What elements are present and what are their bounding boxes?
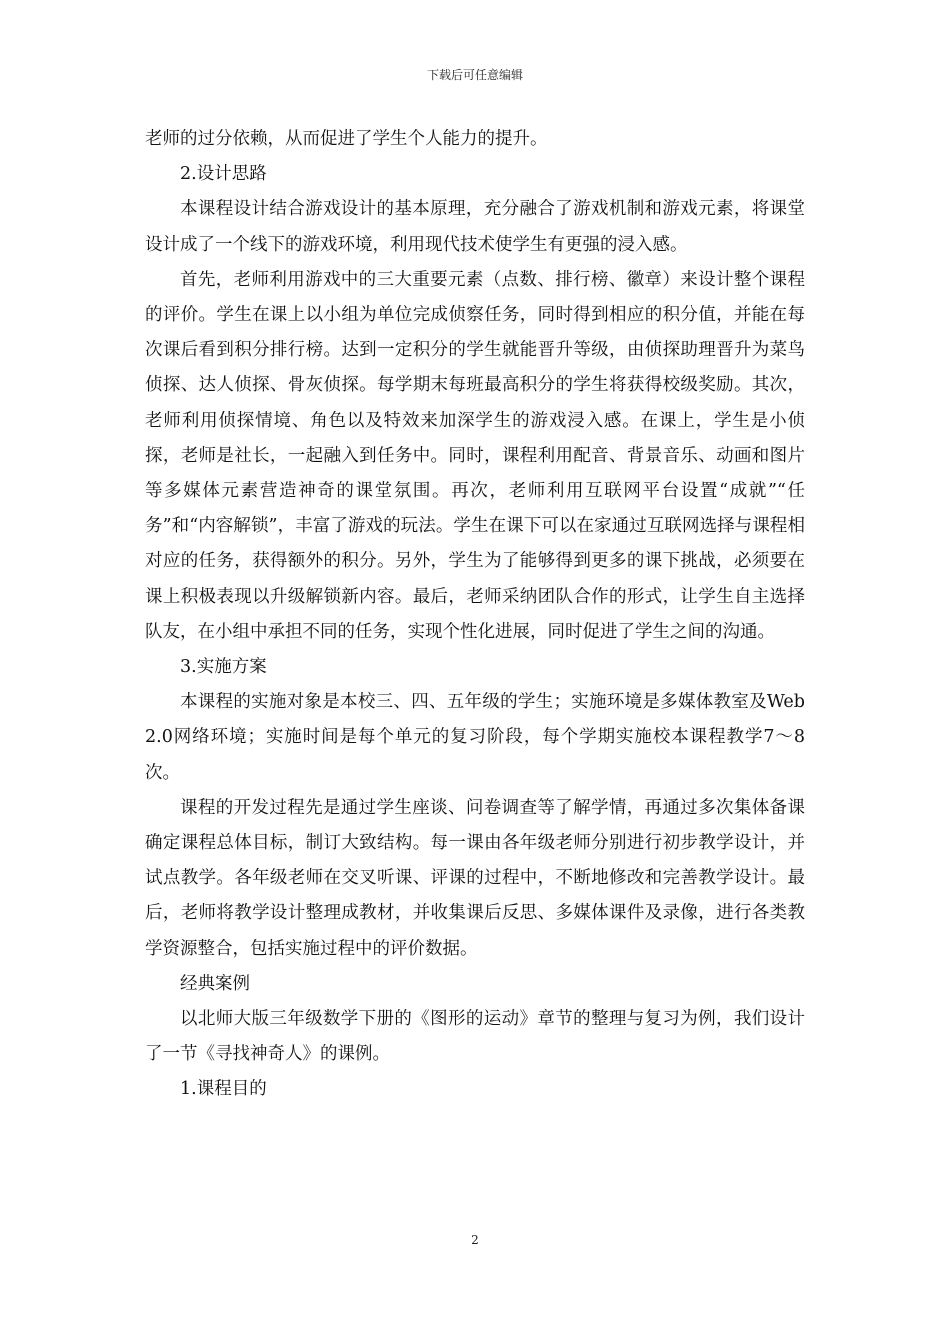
document-body	[145, 122, 805, 1108]
paragraph-design-overview: 本课程设计结合游戏设计的基本原理，充分融合了游戏机制和游戏元素，将课堂设计成了一个线下的游戏环境，利用现代技术使学生有更强的浸入感。	[145, 199, 805, 255]
section-heading-design-idea: 2.设计思路	[180, 164, 267, 185]
paragraph-design-details: 首先，老师利用游戏中的三大重要元素（点数、排行榜、徽章）来设计整个课程的评价。学生在课上以小组为单位完成侦察任务，同时得到相应的积分值，并能在每次课后看到积分排行榜。达到一定积分的学生就能晋升等级，由侦探助理晋升为菜鸟侦探、达人侦探、骨灰侦探。每学期末每班最高积分的学生将获得校级奖励。其次，老师利用侦探情境、角色以及特效来加深学生的游戏浸入感。在课上，学生是小侦探，老师是社长，一起融入到任务中。同时，课程利用配音、背景音乐、动画和图片等多媒体元素营造神奇的课堂氛围。再次，老师利用互联网平台设置“成就”“任务”和“内容解锁”，丰富了游戏的玩法。学生在课下可以在家通过互联网选择与课程相对应的任务，获得额外的积分。另外，学生为了能够得到更多的课下挑战，必须要在课上积极表现以升级解锁新内容。最后，老师采纳团队合作的形式，让学生自主选择队友，在小组中承担不同的任务，实现个性化进展，同时促进了学生之间的沟通。	[145, 269, 805, 642]
section-heading-classic-case: 经典案例	[180, 973, 250, 994]
paragraph-case-intro: 以北师大版三年级数学下册的《图形的运动》章节的整理与复习为例，我们设计了一节《寻找神奇人》的课例。	[145, 1009, 805, 1065]
paragraph-development-process: 课程的开发过程先是通过学生座谈、问卷调查等了解学情，再通过多次集体备课确定课程总体目标，制订大致结构。每一课由各年级老师分别进行初步教学设计，并试点教学。各年级老师在交叉听课、评课的过程中，不断地修改和完善教学设计。最后，老师将教学设计整理成教材，并收集课后反思、多媒体课件及录像，进行各类教学资源整合，包括实施过程中的评价数据。	[145, 797, 805, 959]
page-header: 下载后可任意编辑	[426, 68, 523, 82]
paragraph-implementation-scope: 本课程的实施对象是本校三、四、五年级的学生；实施环境是多媒体教室及Web 2.0网络环境；实施时间是每个单元的复习阶段，每个学期实施校本课程教学7～8次。	[145, 692, 805, 783]
paragraph-continuation: 老师的过分依赖，从而促进了学生个人能力的提升。	[145, 129, 548, 149]
page-number: 2	[471, 1233, 479, 1247]
section-heading-course-purpose: 1.课程目的	[180, 1079, 267, 1100]
section-heading-implementation: 3.实施方案	[180, 657, 267, 678]
